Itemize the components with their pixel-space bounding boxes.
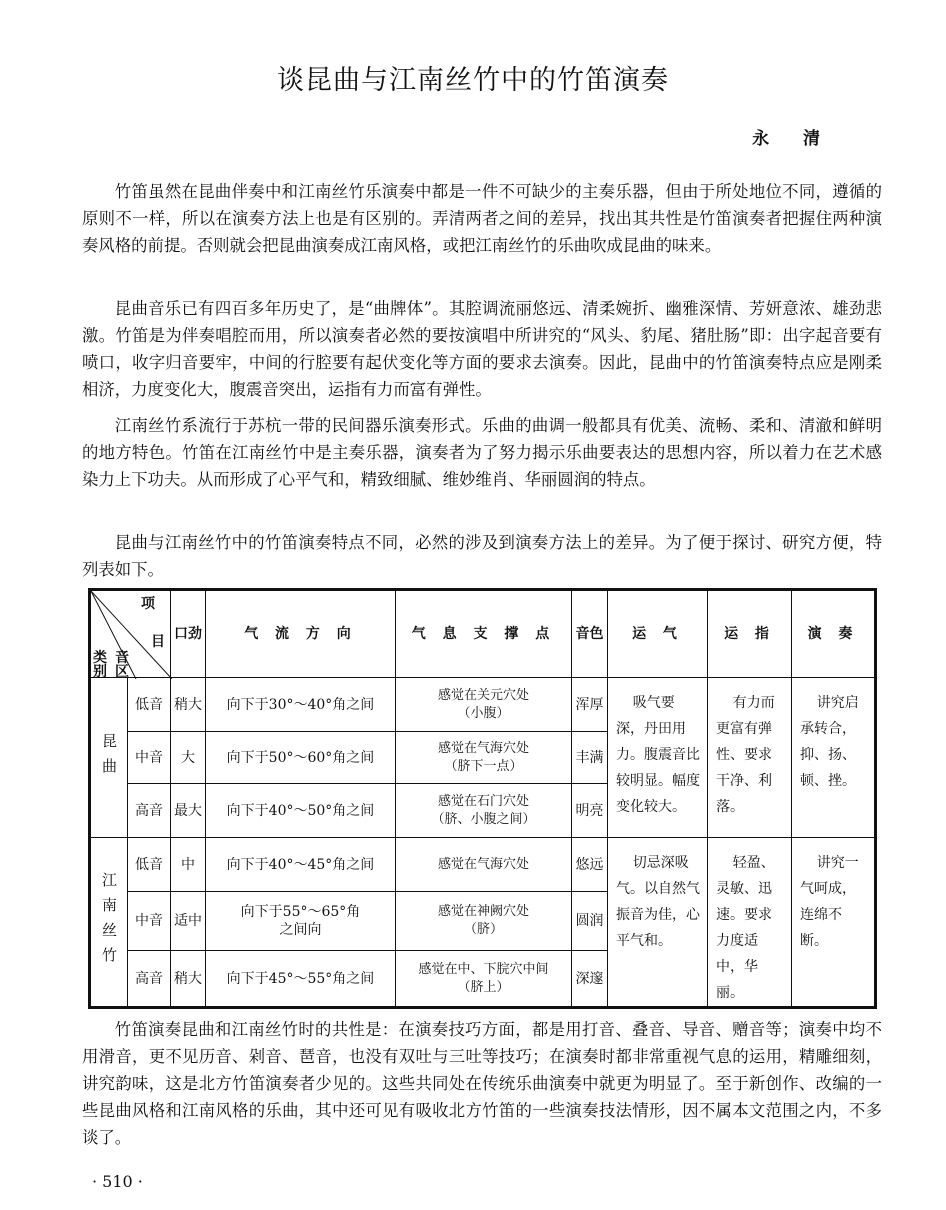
header-fingering: 运 指	[708, 590, 792, 678]
cell-support: 感觉在气海穴处	[396, 838, 572, 892]
paragraph-table-intro: 昆曲与江南丝竹中的竹笛演奏特点不同，必然的涉及到演奏方法上的差异。为了便于探讨、研究方便，特列表如下。	[82, 533, 882, 579]
header-timbre: 音色	[572, 590, 608, 678]
cell-register: 低音	[128, 838, 171, 892]
cell-register: 高音	[128, 784, 171, 838]
header-performance: 演 奏	[792, 590, 876, 678]
cell-timbre: 深邃	[572, 951, 608, 1008]
table-header-row	[90, 590, 876, 678]
paragraph-jiangnan: 江南丝竹系流行于苏杭一带的民间器乐演奏形式。乐曲的曲调一般都具有优美、流畅、柔和、清澈和鲜明的地方特色。竹笛在江南丝竹中是主奏乐器，演奏者为了努力揭示乐曲要表达的思想内容，所以着力在艺术感染力上下功夫。从而形成了心平气和，精致细腻、维妙维肖、华丽圆润的特点。	[82, 416, 882, 489]
cell-support: 感觉在气海穴处 （脐下一点）	[396, 732, 572, 784]
corner-item-label-2: 目	[151, 634, 171, 650]
cell-performance-kunqu: 讲究启承转合，抑、扬、顿、挫。	[792, 678, 876, 838]
table-row	[90, 838, 876, 892]
cell-airflow: 向下于45°～55°角之间	[206, 951, 396, 1008]
header-force: 口劲	[171, 590, 206, 678]
cell-force: 中	[171, 838, 206, 892]
table-row	[90, 678, 876, 732]
cell-airflow: 向下于40°～45°角之间	[206, 838, 396, 892]
cell-support: 感觉在中、下脘穴中间 （脐上）	[396, 951, 572, 1008]
cell-timbre: 浑厚	[572, 678, 608, 732]
cell-register: 高音	[128, 951, 171, 1008]
paragraph-kunqu: 昆曲音乐已有四百多年历史了，是“曲牌体”。其腔调流丽悠远、清柔婉折、幽雅深情、芳妍意浓、雄劲悲激。竹笛是为伴奏唱腔而用，所以演奏者必然的要按演唱中所讲究的“风头、豹尾、猪肚肠”即：出字起音要有喷口，收字归音要牢，中间的行腔要有起伏变化等方面的要求去演奏。因此，昆曲中的竹笛演奏特点应是刚柔相济，力度变化大，腹震音突出，运指有力而富有弹性。	[82, 299, 882, 399]
cell-fingering-kunqu: 有力而更富有弹性、要求干净、利落。	[708, 678, 792, 838]
author-name: 永 清	[752, 129, 834, 149]
group-name-jiangnan: 江南丝竹	[90, 838, 128, 1008]
cell-performance-jiangnan: 讲究一气呵成，连绵不断。	[792, 838, 876, 1008]
cell-register: 中音	[128, 892, 171, 951]
paragraph-intro: 竹笛虽然在昆曲伴奏中和江南丝竹乐演奏中都是一件不可缺少的主奏乐器，但由于所处地位不同，遵循的原则不一样，所以在演奏方法上也是有区别的。弄清两者之间的差异，找出其共性是竹笛演奏者把握住两种演奏风格的前提。否则就会把昆曲演奏成江南风格，或把江南丝竹的乐曲吹成昆曲的味来。	[82, 182, 882, 255]
page-number: · 510 ·	[92, 1172, 143, 1191]
header-breath: 运 气	[608, 590, 708, 678]
paragraph-commonality: 竹笛演奏昆曲和江南丝竹时的共性是：在演奏技巧方面，都是用打音、叠音、导音、赠音等；演奏中均不用滑音，更不见历音、剁音、琶音，也没有双吐与三吐等技巧；在演奏时都非常重视气息的运用，精雕细刻，讲究韵味，这是北方竹笛演奏者少见的。这些共同处在传统乐曲演奏中就更为明显了。至于新创作、改编的一些昆曲风格和江南风格的乐曲，其中还可见有吸收北方竹笛的一些演奏技法情形，因不属本文范围之内，不多谈了。	[82, 1020, 882, 1147]
cell-force: 稍大	[171, 678, 206, 732]
cell-force: 适中	[171, 892, 206, 951]
cell-breath-kunqu: 吸气要深，丹田用力。腹震音比较明显。幅度变化较大。	[608, 678, 708, 838]
cell-force: 大	[171, 732, 206, 784]
cell-airflow: 向下于40°～50°角之间	[206, 784, 396, 838]
cell-airflow: 向下于55°～65°角 之间向	[206, 892, 396, 951]
cell-force: 稍大	[171, 951, 206, 1008]
cell-support: 感觉在关元穴处 （小腹）	[396, 678, 572, 732]
cell-breath-jiangnan: 切忌深吸气。以自然气振音为佳，心平气和。	[608, 838, 708, 1008]
header-support: 气 息 支 撑 点	[396, 590, 572, 678]
cell-fingering-jiangnan: 轻盈、灵敏、迅速。要求力度适中，华丽。	[708, 838, 792, 1008]
article-title: 谈昆曲与江南丝竹中的竹笛演奏	[277, 65, 669, 96]
cell-airflow: 向下于30°～40°角之间	[206, 678, 396, 732]
corner-item-label: 项	[141, 596, 161, 612]
cell-timbre: 悠远	[572, 838, 608, 892]
cell-force: 最大	[171, 784, 206, 838]
cell-register: 中音	[128, 732, 171, 784]
cell-support: 感觉在石门穴处 （脐、小腹之间）	[396, 784, 572, 838]
cell-register: 低音	[128, 678, 171, 732]
corner-register-label: 音区	[115, 650, 135, 680]
table-corner-cell	[90, 590, 171, 678]
header-airflow: 气 流 方 向	[206, 590, 396, 678]
cell-timbre: 明亮	[572, 784, 608, 838]
cell-timbre: 丰满	[572, 732, 608, 784]
cell-support: 感觉在神阙穴处 （脐）	[396, 892, 572, 951]
cell-airflow: 向下于50°～60°角之间	[206, 732, 396, 784]
cell-timbre: 圆润	[572, 892, 608, 951]
comparison-table	[88, 588, 877, 1009]
group-name-kunqu: 昆曲	[90, 678, 128, 838]
corner-category-label: 类别	[93, 650, 113, 680]
